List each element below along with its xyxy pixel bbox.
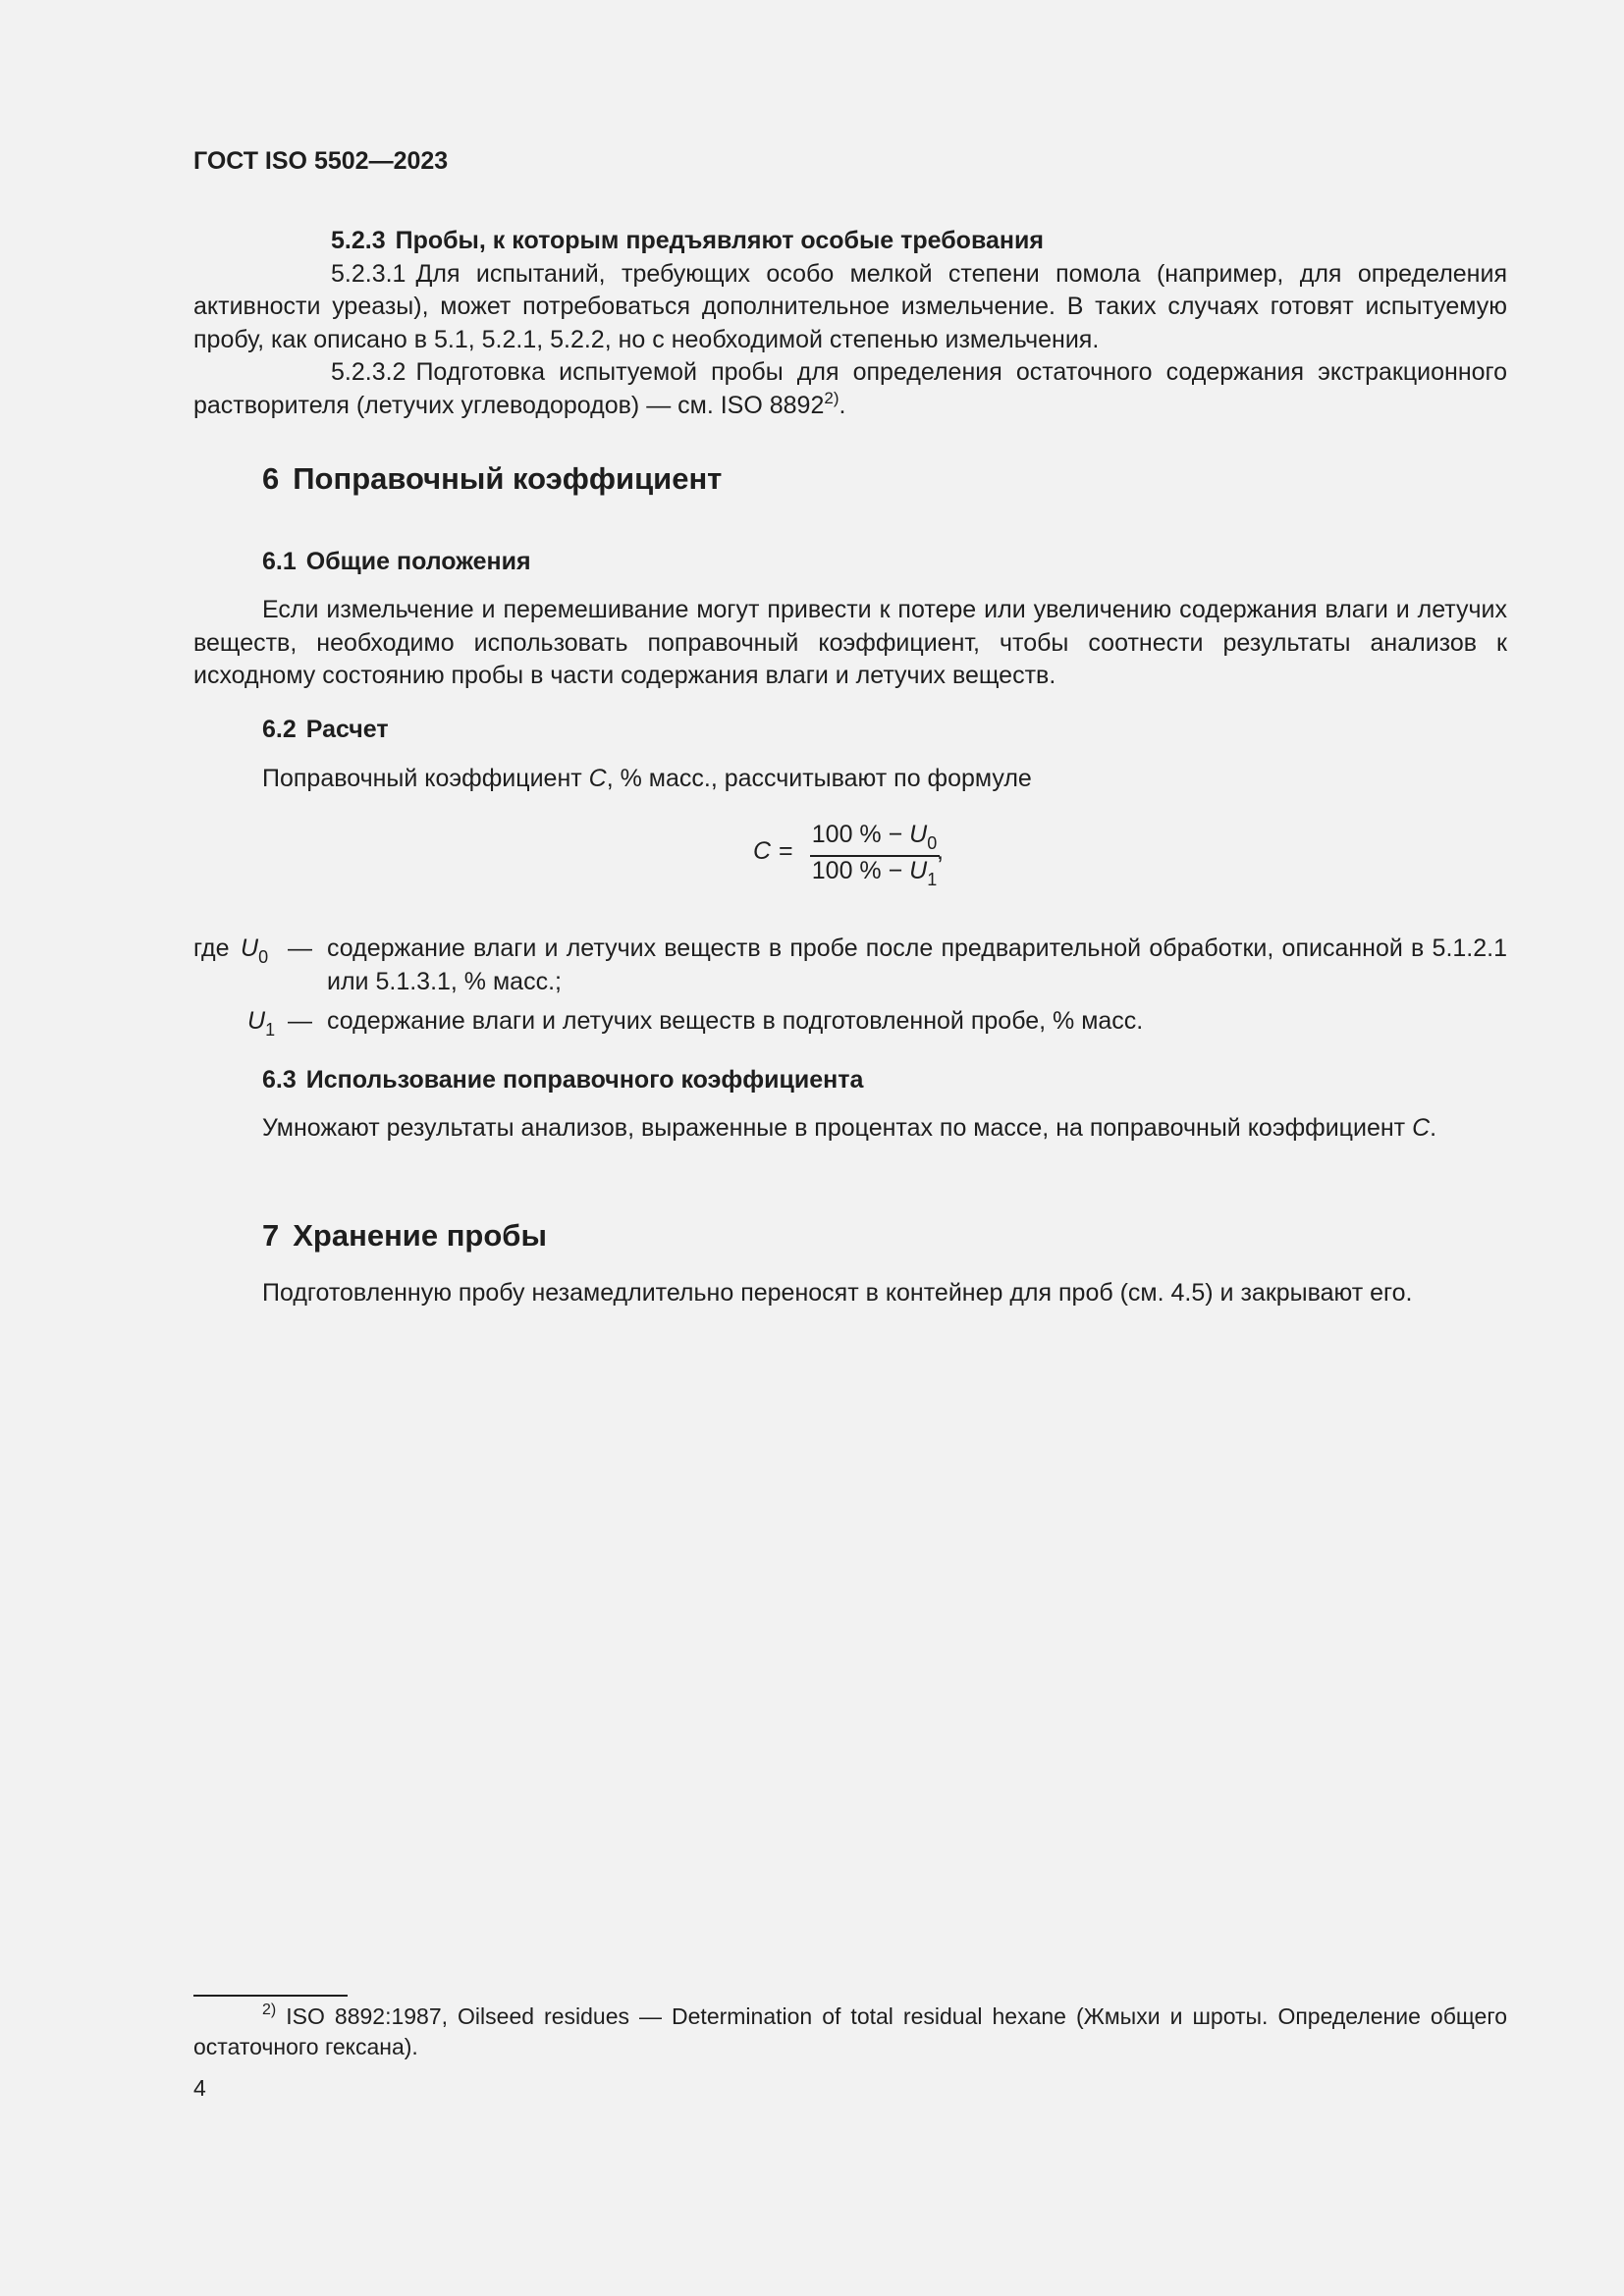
- paragraph-6-3: [193, 1112, 1507, 1146]
- section-title: Пробы, к которым предъявляют особые требования: [395, 227, 1044, 254]
- numerator-variable: U: [909, 821, 928, 848]
- punctuation: .: [839, 391, 846, 419]
- section-number: 7: [262, 1218, 280, 1253]
- section-title: Поправочный коэффициент: [293, 461, 723, 496]
- section-6-heading: [262, 461, 722, 497]
- definition-text: содержание влаги и летучих веществ в пробе после предварительной обработки, описанной в 5.1.2.1 или 5.1.3.1, % масс.;: [327, 934, 1507, 995]
- paragraph-text: Умножают результаты анализов, выраженные в процентах по массе, на поправочный коэффициент: [262, 1114, 1413, 1142]
- denominator-text: 100 % −: [811, 857, 910, 884]
- section-5-2-3-heading: [193, 225, 1507, 258]
- numerator-text: 100 % −: [811, 821, 910, 848]
- definition-variable: [247, 1005, 275, 1039]
- section-6-3-heading: [262, 1066, 863, 1095]
- formula-lhs: C: [753, 837, 772, 865]
- paragraph-6-1: Если измельчение и перемешивание могут привести к потере или увеличению содержания влаги и летучих веществ, необходимо использовать поправочный коэффициент, чтобы соотнести результаты анализов к исходному состоянию пробы в части содержания влаги и летучих веществ.: [193, 596, 1507, 689]
- section-title: Использование поправочного коэффициента: [305, 1066, 864, 1094]
- variable-subscript: 0: [258, 947, 269, 967]
- formula-denominator: [808, 857, 941, 889]
- paragraph-5-2-3-2: [193, 356, 1507, 422]
- section-number: 6: [262, 461, 280, 496]
- footnote-separator: [193, 1995, 348, 1997]
- definition-u0: [193, 933, 1507, 1001]
- section-6-2-heading: [262, 716, 389, 744]
- variable-c: C: [1412, 1114, 1431, 1142]
- footnote: [193, 2002, 1507, 2062]
- section-6-1-body: [193, 594, 1507, 693]
- clause-number: 5.2.3.1: [331, 259, 406, 288]
- variable-u: U: [247, 1007, 266, 1035]
- section-title: Расчет: [305, 716, 389, 743]
- section-title: Хранение пробы: [293, 1218, 547, 1253]
- paragraph-text: , % масс., рассчитывают по формуле: [606, 765, 1032, 792]
- paragraph-6-2: [193, 763, 1507, 796]
- paragraph-5-2-3-1: [193, 258, 1507, 357]
- formula-numerator: [808, 821, 941, 853]
- definition-u1: [193, 1005, 1507, 1041]
- paragraph-text: Подготовка испытуемой пробы для определения остаточного содержания экстракционного растворителя (летучих углеводородов) — см. ISO 8892: [193, 358, 1507, 419]
- section-6-1-heading: [262, 548, 531, 576]
- section-6-2-body: [193, 763, 1507, 796]
- variable-subscript: 1: [265, 1020, 276, 1040]
- section-5-2-3: [193, 225, 1507, 422]
- variable-c: C: [588, 765, 607, 792]
- section-number: 6.3: [262, 1066, 297, 1094]
- section-number: 5.2.3: [331, 227, 386, 254]
- clause-number: 5.2.3.2: [331, 358, 406, 386]
- section-6-3-body: [193, 1112, 1507, 1146]
- footnote-reference: 2): [824, 388, 839, 407]
- formula-equals: =: [779, 837, 793, 865]
- definition-variable: [241, 933, 268, 966]
- where-label: где: [193, 934, 230, 962]
- section-number: 6.2: [262, 716, 297, 743]
- definition-dash: —: [288, 934, 312, 962]
- numerator-subscript: 0: [927, 833, 938, 853]
- section-title: Общие положения: [305, 548, 531, 575]
- footnote-mark: 2): [262, 2002, 277, 2018]
- page-number: 4: [193, 2075, 206, 2101]
- section-7-body: [193, 1277, 1507, 1310]
- variable-u: U: [241, 934, 259, 962]
- paragraph-text: Для испытаний, требующих особо мелкой степени помола (например, для определения активности уреазы), может потребоваться дополнительное измельчение. В таких случаях готовят испытуемую пробу, как описано в 5.1, 5.2.1, 5.2.2, но с необходимой степенью измельчения.: [193, 259, 1507, 353]
- footnote-text: ISO 8892:1987, Oilseed residues — Determination of total residual hexane (Жмыхи и шроты. Определение общего остаточного гексана).: [193, 2003, 1508, 2059]
- punctuation: .: [1430, 1114, 1437, 1142]
- section-number: 6.1: [262, 548, 297, 575]
- denominator-subscript: 1: [927, 870, 938, 889]
- section-7-heading: [262, 1218, 547, 1254]
- document-header: ГОСТ ISO 5502—2023: [193, 147, 449, 175]
- variable-definitions: [193, 933, 1507, 1041]
- denominator-variable: U: [909, 857, 928, 884]
- definition-dash: —: [288, 1007, 312, 1035]
- formula-comma: ,: [937, 837, 944, 865]
- paragraph-text: Поправочный коэффициент: [262, 765, 589, 792]
- paragraph-7: Подготовленную пробу незамедлительно переносят в контейнер для проб (см. 4.5) и закрывают его.: [262, 1279, 1413, 1307]
- definition-text: содержание влаги и летучих веществ в подготовленной пробе, % масс.: [327, 1007, 1144, 1035]
